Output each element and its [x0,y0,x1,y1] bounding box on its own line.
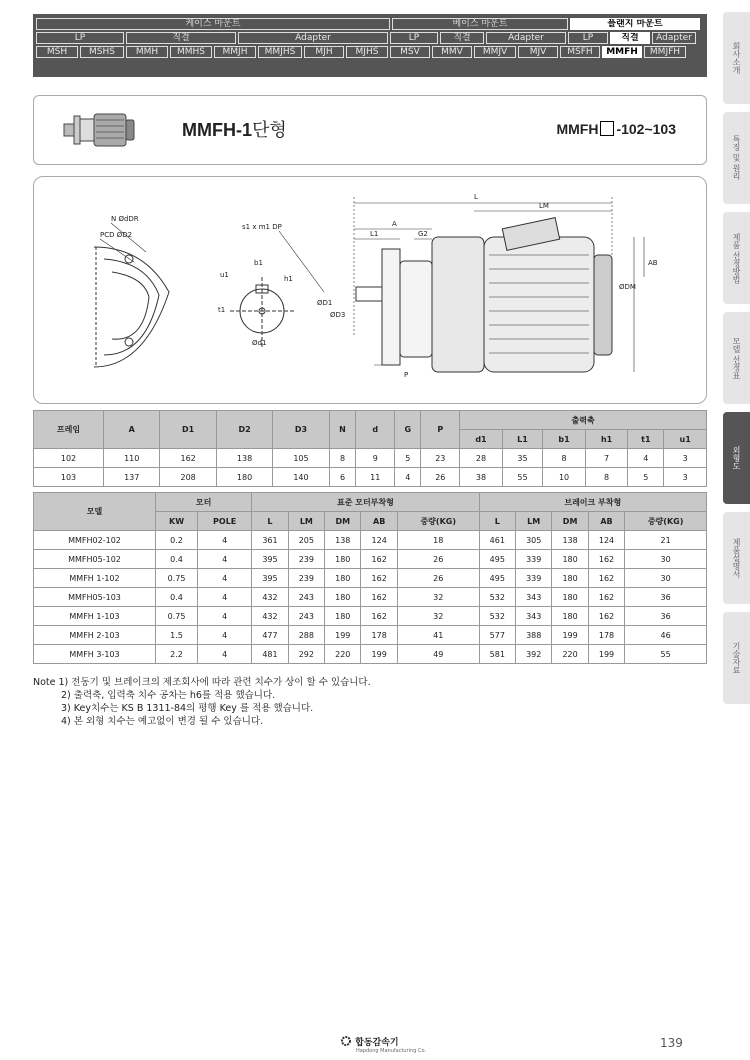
company-logo: 합동감속기 Hapdong Manufacturing Co. [340,1035,426,1054]
label-dm: ØDM [619,283,636,291]
table-cell: 103 [34,468,104,487]
th-sub: DM [552,512,588,531]
th-sub: L [252,512,288,531]
table-cell: 477 [252,626,288,645]
table-cell: 581 [479,645,515,664]
table-row [34,531,707,550]
table-cell: 4 [198,645,252,664]
note-4: 4) 본 외형 치수는 예고없이 변경 될 수 있습니다. [61,716,264,727]
table-cell: 0.4 [156,588,198,607]
th-n: N [329,411,356,449]
flange-front-view [94,247,169,367]
nav-mjh[interactable]: MJH [304,46,344,58]
table-cell: 208 [160,468,216,487]
shaft-end-view [230,277,294,347]
table-cell: 162 [588,588,624,607]
table-cell: 495 [479,550,515,569]
nav-case-lp[interactable]: LP [36,32,124,44]
table-cell: 180 [325,550,361,569]
table-cell: 1.5 [156,626,198,645]
nav-mmjfh[interactable]: MMJFH [644,46,686,58]
table-cell: 7 [585,449,628,468]
table-cell: 4 [198,550,252,569]
notes [33,676,371,728]
th-motor: 모터 [156,493,252,512]
table-row [34,569,707,588]
gear-logo-icon [340,1035,352,1047]
table-cell: 11 [356,468,395,487]
table-row [34,550,707,569]
table-cell: 395 [252,550,288,569]
table-row [34,449,707,468]
nav-mjv[interactable]: MJV [518,46,558,58]
table-cell: 3 [664,468,707,487]
table-cell: 4 [198,531,252,550]
table-cell: 41 [397,626,479,645]
th-sub: LM [288,512,324,531]
label-pcd-d2: PCD ØD2 [100,231,133,239]
note-3: 3) Key치수는 KS B 1311-84의 평행 Key 를 적용 했습니다. [61,703,314,714]
table-cell: 26 [397,550,479,569]
table-cell: 162 [361,588,397,607]
nav-mmjh[interactable]: MMJH [214,46,256,58]
table-cell: 432 [252,588,288,607]
table-cell: 21 [625,531,707,550]
nav-mmh[interactable]: MMH [126,46,168,58]
th-a: A [104,411,160,449]
table-cell: 339 [516,550,552,569]
note-2: 2) 출력축, 입력축 치수 공차는 h6를 적용 했습니다. [61,690,276,701]
table-cell: 432 [252,607,288,626]
label-d1: Ød1 [252,339,267,347]
table-cell: 305 [516,531,552,550]
table-cell: 26 [421,468,460,487]
th-d1: D1 [160,411,216,449]
table-cell: 180 [552,588,588,607]
tab-technical-data[interactable]: 기술자료 [723,612,750,704]
table-cell: MMFH 1-103 [34,607,156,626]
table-cell: 32 [397,607,479,626]
table-cell: 180 [325,607,361,626]
product-code: MMFH -102~103 [556,121,676,137]
nav-flange-adapter[interactable]: Adapter [652,32,696,44]
table-cell: 110 [104,449,160,468]
th-sub: POLE [198,512,252,531]
th-sub: 중량(KG) [625,512,707,531]
table-cell: 30 [625,550,707,569]
label-d1-flange: ØD1 [317,299,333,307]
table-cell: 6 [329,468,356,487]
nav-mshs[interactable]: MSHS [80,46,124,58]
table-cell: 10 [543,468,586,487]
table-cell: 461 [479,531,515,550]
table-cell: 495 [479,569,515,588]
note-1: Note 1) 전동기 및 브레이크의 제조회사에 따라 관련 치수가 상이 할 수 있습니다. [33,677,371,688]
th-sub: LM [516,512,552,531]
table-cell: 124 [361,531,397,550]
table-cell: 481 [252,645,288,664]
label-lm: LM [539,202,549,210]
th-output-shaft: 출력축 [460,411,707,430]
table-cell: 220 [325,645,361,664]
nav-mmfh[interactable]: MMFH [602,46,642,58]
th-d2: D2 [216,411,272,449]
label-d3: ØD3 [330,311,346,319]
table-cell: 5 [628,468,664,487]
nav-msfh[interactable]: MSFH [560,46,600,58]
table-cell: 180 [552,607,588,626]
th-standard-motor: 표준 모터부착형 [252,493,479,512]
table-cell: 55 [502,468,542,487]
nav-msh[interactable]: MSH [36,46,78,58]
nav-flange-lp[interactable]: LP [568,32,608,44]
code-placeholder-box [600,121,614,136]
table-cell: 239 [288,569,324,588]
table-cell: 178 [361,626,397,645]
label-ab: AB [648,259,658,267]
table-cell: 0.75 [156,569,198,588]
table-cell: 23 [421,449,460,468]
table-cell: 292 [288,645,324,664]
label-h1: h1 [284,275,293,283]
table-cell: 343 [516,607,552,626]
table-cell: 18 [397,531,479,550]
table-cell: 243 [288,607,324,626]
th-out-t1: t1 [628,430,664,449]
th-frame: 프레임 [34,411,104,449]
label-a: A [392,220,397,228]
table-cell: 4 [198,588,252,607]
table-cell: 199 [325,626,361,645]
label-l: L [474,193,478,201]
tab-manual[interactable]: 제품설명서 [723,512,750,604]
table-cell: 140 [273,468,329,487]
table-cell: 38 [460,468,503,487]
table-cell: 162 [588,569,624,588]
th-g: G [395,411,421,449]
table-cell: 288 [288,626,324,645]
nav-base-mount[interactable]: 베이스 마운트 [392,18,568,30]
table-cell: 532 [479,607,515,626]
table-cell: 162 [361,569,397,588]
label-u1: u1 [220,271,229,279]
table-cell: 0.75 [156,607,198,626]
table-cell: 199 [588,645,624,664]
table-cell: 162 [160,449,216,468]
label-t1: t1 [218,306,226,314]
table-cell: 4 [395,468,421,487]
table-cell: 4 [198,569,252,588]
nav-base-direct[interactable]: 직결 [440,32,484,44]
tab-features[interactable]: 특징 및 원리 [723,112,750,204]
table-cell: 8 [329,449,356,468]
th-out-u1: u1 [664,430,707,449]
nav-base-lp[interactable]: LP [390,32,438,44]
nav-mjhs[interactable]: MJHS [346,46,388,58]
table-cell: 199 [361,645,397,664]
table-cell: 138 [325,531,361,550]
table-cell: 137 [104,468,160,487]
table-cell: 343 [516,588,552,607]
table-cell: 361 [252,531,288,550]
table-cell: 124 [588,531,624,550]
table-cell: 55 [625,645,707,664]
tab-model-selection[interactable]: 모델 선정표 [723,312,750,404]
side-tabs [723,12,750,712]
th-d3: D3 [273,411,329,449]
th-out-d1: d1 [460,430,503,449]
table-cell: 8 [585,468,628,487]
table-cell: 46 [625,626,707,645]
label-key: s1 x m1 DP [242,223,282,231]
table-cell: 162 [588,550,624,569]
table-cell: 395 [252,569,288,588]
table-cell: MMFH05-103 [34,588,156,607]
product-header [33,95,707,165]
table-row [34,468,707,487]
nav-mmv[interactable]: MMV [432,46,472,58]
table-row [34,645,707,664]
table-cell: 36 [625,607,707,626]
th-p: P [421,411,460,449]
table-cell: 138 [216,449,272,468]
th-out-b1: b1 [543,430,586,449]
table-cell: 162 [588,607,624,626]
th-sub: DM [325,512,361,531]
label-p: P [404,371,409,379]
table-cell: MMFH 1-102 [34,569,156,588]
dimension-drawing [33,176,707,404]
label-n-ddr: N ØdDR [111,215,139,223]
technical-drawing [34,177,707,404]
table-cell: 32 [397,588,479,607]
table-cell: 577 [479,626,515,645]
th-brake-motor: 브레이크 부착형 [479,493,706,512]
nav-msv[interactable]: MSV [390,46,430,58]
nav-mmjv[interactable]: MMJV [474,46,516,58]
table-cell: 8 [543,449,586,468]
table-cell: MMFH02-102 [34,531,156,550]
th-out-l1: L1 [502,430,542,449]
table-cell: 392 [516,645,552,664]
table-cell: 49 [397,645,479,664]
table-cell: 4 [628,449,664,468]
table-cell: 0.4 [156,550,198,569]
table-cell: 199 [552,626,588,645]
table-cell: 205 [288,531,324,550]
gear-motor-icon [54,110,142,150]
table-row [34,607,707,626]
model-table-body [34,531,707,664]
table-cell: 243 [288,588,324,607]
tab-selection-method[interactable]: 제품 선정방법 [723,212,750,304]
table-cell: 5 [395,449,421,468]
nav-mmjhs[interactable]: MMJHS [258,46,302,58]
th-sub: 중량(KG) [397,512,479,531]
table-cell: 532 [479,588,515,607]
label-g2: G2 [418,230,428,238]
table-cell: 138 [552,531,588,550]
table-cell: 4 [198,607,252,626]
tab-company[interactable]: 회사소개 [723,12,750,104]
nav-case-direct[interactable]: 직결 [126,32,236,44]
th-out-h1: h1 [585,430,628,449]
table-cell: 220 [552,645,588,664]
nav-flange-direct[interactable]: 직결 [610,32,650,44]
nav-mmhs[interactable]: MMHS [170,46,212,58]
frame-dimension-table [33,410,707,487]
table-cell: 9 [356,449,395,468]
nav-case-mount[interactable]: 케이스 마운트 [36,18,390,30]
table-cell: 178 [588,626,624,645]
table-cell: MMFH 3-103 [34,645,156,664]
th-sub: KW [156,512,198,531]
table-cell: 105 [273,449,329,468]
tab-dimensions[interactable]: 외형도 [723,412,750,504]
table-cell: 26 [397,569,479,588]
label-b1: b1 [254,259,263,267]
nav-case-adapter[interactable]: Adapter [238,32,388,44]
th-d: d [356,411,395,449]
page-number: 139 [660,1036,683,1050]
table-cell: 0.2 [156,531,198,550]
table-cell: 102 [34,449,104,468]
table-cell: 4 [198,626,252,645]
table-cell: 162 [361,607,397,626]
table-cell: 180 [552,569,588,588]
label-l1: L1 [370,230,379,238]
mount-navigation [33,14,707,77]
table-cell: 388 [516,626,552,645]
table-cell: 2.2 [156,645,198,664]
nav-flange-mount[interactable]: 플랜지 마운트 [570,18,700,30]
table-cell: 28 [460,449,503,468]
th-sub: L [479,512,515,531]
table-cell: 3 [664,449,707,468]
table-cell: 162 [361,550,397,569]
table-cell: 180 [216,468,272,487]
table-cell: 180 [325,569,361,588]
table-cell: 35 [502,449,542,468]
table-cell: 180 [325,588,361,607]
table-cell: MMFH 2-103 [34,626,156,645]
th-sub: AB [361,512,397,531]
table-cell: 36 [625,588,707,607]
model-dimension-table [33,492,707,664]
table-row [34,588,707,607]
table-cell: 30 [625,569,707,588]
page-title: MMFH-1단형 [182,120,287,140]
table-cell: 239 [288,550,324,569]
nav-base-adapter[interactable]: Adapter [486,32,566,44]
table-cell: 180 [552,550,588,569]
gearmotor-side-view [356,218,612,372]
table-cell: 339 [516,569,552,588]
table-cell: MMFH05-102 [34,550,156,569]
frame-table-body [34,449,707,487]
th-model: 모델 [34,493,156,531]
th-sub: AB [588,512,624,531]
table-row [34,626,707,645]
